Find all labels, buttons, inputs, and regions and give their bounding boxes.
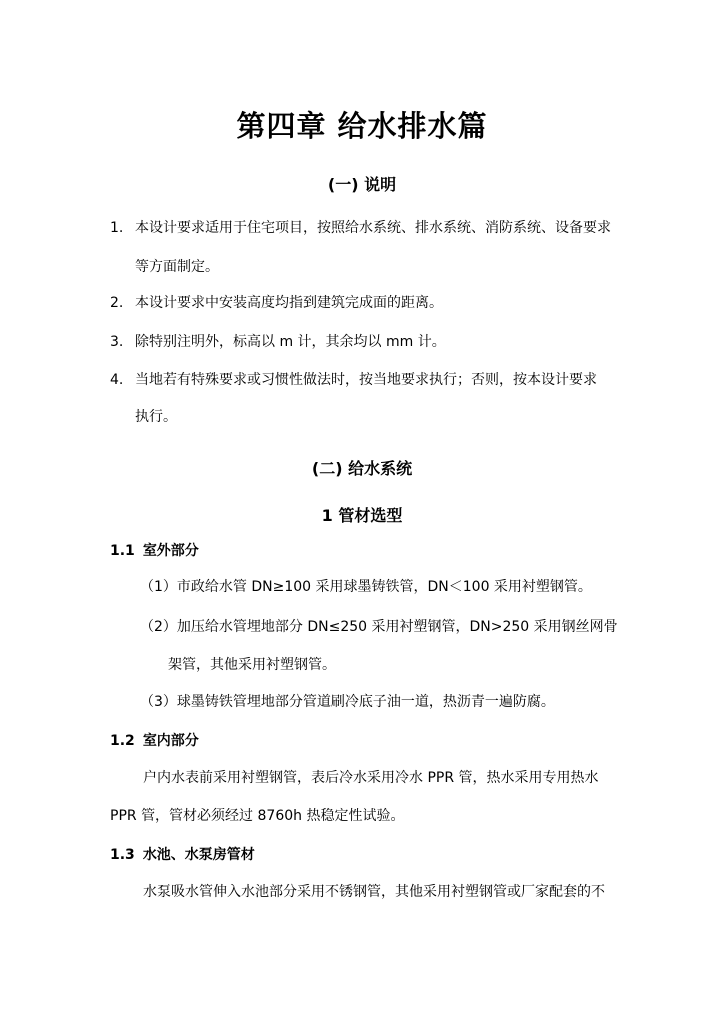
heading-number: 1.2 bbox=[110, 733, 135, 749]
list-item-continuation: 执行。 bbox=[135, 409, 177, 425]
list-item-text: 本设计要求中安装高度均指到建筑完成面的距离。 bbox=[135, 295, 443, 311]
heading-label: 室外部分 bbox=[142, 543, 199, 559]
list-item bbox=[110, 370, 597, 390]
chapter-title: 第四章 给水排水篇 bbox=[236, 109, 488, 143]
list-item-number: 1. bbox=[110, 220, 124, 236]
list-item bbox=[110, 293, 443, 313]
subsection-title-pipe-selection: 1 管材选型 bbox=[321, 506, 403, 525]
outdoor-item-3: （3）球墨铸铁管埋地部分管道刷冷底子油一道，热沥青一遍防腐。 bbox=[140, 694, 555, 710]
list-item bbox=[110, 332, 446, 352]
heading-1-3 bbox=[110, 845, 255, 865]
section-title-description: (一) 说明 bbox=[327, 175, 397, 194]
heading-label: 水池、水泵房管材 bbox=[142, 847, 255, 863]
outdoor-item-1: （1）市政给水管 DN≥100 采用球墨铸铁管，DN＜100 采用衬塑钢管。 bbox=[140, 579, 592, 595]
pump-paragraph-line1: 水泵吸水管伸入水池部分采用不锈钢管，其他采用衬塑钢管或厂家配套的不 bbox=[143, 884, 605, 900]
outdoor-item-2: （2）加压给水管埋地部分 DN≤250 采用衬塑钢管，DN>250 采用钢丝网骨 bbox=[140, 619, 618, 635]
list-item-text: 本设计要求适用于住宅项目，按照给水系统、排水系统、消防系统、设备要求 bbox=[135, 220, 611, 236]
heading-number: 1.3 bbox=[110, 847, 135, 863]
heading-label: 室内部分 bbox=[142, 733, 199, 749]
list-item-number: 4. bbox=[110, 372, 124, 388]
outdoor-item-2-continuation: 架管，其他采用衬塑钢管。 bbox=[168, 657, 336, 673]
section-title-water-supply: (二) 给水系统 bbox=[311, 459, 413, 478]
heading-1-1 bbox=[110, 541, 199, 561]
indoor-paragraph-line2: PPR 管，管材必须经过 8760h 热稳定性试验。 bbox=[110, 808, 405, 824]
indoor-paragraph-line1: 户内水表前采用衬塑钢管，表后冷水采用冷水 PPR 管，热水采用专用热水 bbox=[143, 770, 599, 786]
list-item-text: 除特别注明外，标高以 m 计，其余均以 mm 计。 bbox=[135, 334, 446, 350]
heading-1-2 bbox=[110, 731, 199, 751]
list-item-number: 2. bbox=[110, 295, 124, 311]
heading-number: 1.1 bbox=[110, 543, 135, 559]
list-item-continuation: 等方面制定。 bbox=[135, 259, 219, 275]
list-item-number: 3. bbox=[110, 334, 124, 350]
list-item-text: 当地若有特殊要求或习惯性做法时，按当地要求执行；否则，按本设计要求 bbox=[135, 372, 597, 388]
list-item bbox=[110, 218, 611, 238]
